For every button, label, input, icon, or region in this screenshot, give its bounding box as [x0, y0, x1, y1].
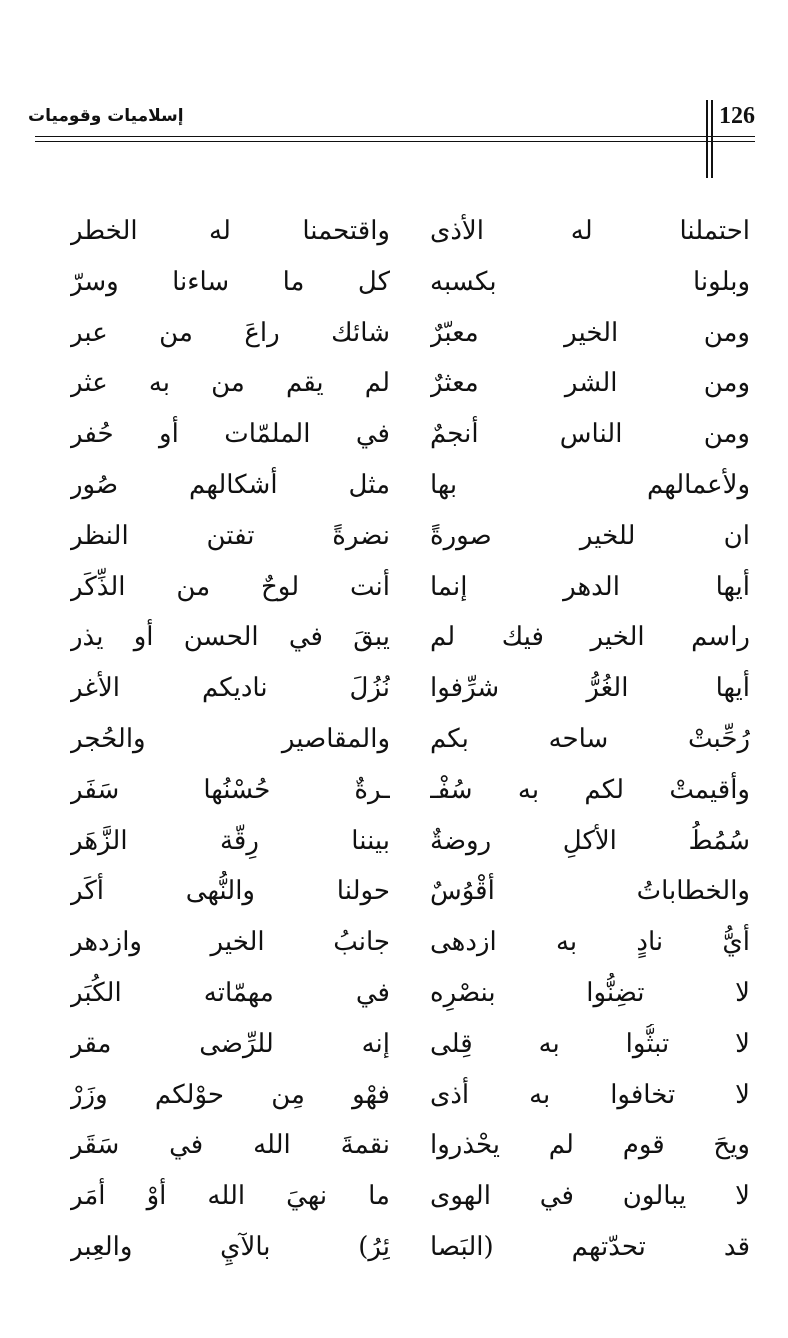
verse-right-hemistich: قد تحدّتهم (البَصا	[430, 1232, 750, 1262]
header-vertical-bar	[711, 100, 713, 178]
verse-left-hemistich: أنت لوحٌ من الذِّكَر	[70, 571, 390, 602]
verse-left-hemistich: حولنا والنُّهى أكَر	[70, 876, 390, 907]
verse-line	[40, 408, 760, 458]
verse-right-hemistich: لا تخافوا به أذى	[430, 1079, 750, 1110]
verse-right-hemistich: سُمُطُ الأكلِ روضةٌ	[430, 825, 750, 856]
verse-left-hemistich: والمقاصير والحُجر	[70, 724, 390, 754]
verse-left-hemistich: في مهمّاته الكُبَر	[70, 978, 390, 1008]
verse-right-hemistich: ومن الناس أنجمٌ	[430, 419, 750, 450]
verse-line	[40, 815, 760, 865]
verse-left-hemistich: إنه للرِّضى مقر	[70, 1028, 390, 1059]
verse-left-hemistich: ما نهيَ الله أوْ أمَر	[70, 1181, 390, 1212]
verse-right-hemistich: لا تبثُّوا به قِلى	[430, 1028, 750, 1059]
verse-line	[40, 967, 760, 1017]
page-header	[0, 0, 788, 180]
verse-left-hemistich: ـرةٌ حُسْنُها سَفَر	[70, 774, 390, 805]
verse-right-hemistich: لا تضِنُّوا بنصْرِه	[430, 978, 750, 1008]
header-vertical-bar	[706, 100, 708, 178]
verse-right-hemistich: والخطاباتُ أقْوُسٌ	[430, 876, 750, 907]
verse-right-hemistich: احتملنا له الأذى	[430, 216, 750, 246]
verse-line	[40, 1170, 760, 1220]
verse-line	[40, 916, 760, 966]
verse-left-hemistich: كل ما ساءنا وسرّ	[70, 266, 390, 297]
verse-line	[40, 662, 760, 712]
verse-line	[40, 1069, 760, 1119]
verse-line	[40, 459, 760, 509]
verse-line	[40, 307, 760, 357]
verse-right-hemistich: وأقيمتْ لكم به سُفْـ	[430, 774, 750, 805]
poem-body	[40, 205, 760, 1262]
header-rule	[35, 136, 755, 137]
verse-line	[40, 713, 760, 763]
verse-right-hemistich: ومن الخير معبّرٌ	[430, 317, 750, 348]
verse-line	[40, 1018, 760, 1068]
verse-right-hemistich: ومن الشر معثرٌ	[430, 368, 750, 399]
verse-line	[40, 510, 760, 560]
verse-line	[40, 561, 760, 611]
verse-right-hemistich: لا يبالون في الهوى	[430, 1181, 750, 1212]
verse-right-hemistich: راسم الخير فيك لم	[430, 622, 750, 653]
verse-right-hemistich: ان للخير صورةً	[430, 520, 750, 551]
verse-left-hemistich: جانبُ الخير وازدهر	[70, 927, 390, 958]
verse-right-hemistich: أيُّ نادٍ به ازدهى	[430, 927, 750, 958]
verse-right-hemistich: أيها الدهر إنما	[430, 571, 750, 602]
verse-right-hemistich: وبلونا بكسبه	[430, 266, 750, 297]
verse-right-hemistich: ولأعمالهم بها	[430, 470, 750, 500]
verse-left-hemistich: واقتحمنا له الخطر	[70, 216, 390, 246]
verse-left-hemistich: فهْو مِن حوْلكم وزَرْ	[70, 1079, 390, 1110]
verse-right-hemistich: ويحَ قوم لم يحْذروا	[430, 1130, 750, 1161]
verse-line	[40, 357, 760, 407]
verse-left-hemistich: بيننا رِقّة الزَّهَر	[70, 825, 390, 856]
verse-left-hemistich: لم يقم من به عثر	[70, 368, 390, 399]
verse-left-hemistich: شائك راعَ من عبر	[70, 317, 390, 348]
verse-left-hemistich: نضرةً تفتن النظر	[70, 520, 390, 551]
verse-left-hemistich: يبقَ في الحسن أو يذر	[70, 622, 390, 653]
verse-right-hemistich: رُحِّبتْ ساحه بكم	[430, 724, 750, 754]
running-title: إسلاميات وقوميات	[28, 106, 184, 126]
verse-left-hemistich: في الملمّات أو حُفر	[70, 419, 390, 450]
verse-line	[40, 256, 760, 306]
verse-line	[40, 205, 760, 255]
page-number: 126	[719, 103, 755, 129]
verse-line	[40, 865, 760, 915]
verse-line	[40, 1221, 760, 1271]
verse-line	[40, 764, 760, 814]
verse-line	[40, 611, 760, 661]
verse-left-hemistich: مثل أشكالهم صُور	[70, 470, 390, 500]
verse-right-hemistich: أيها الغُرُّ شرِّفوا	[430, 673, 750, 704]
verse-left-hemistich: نقمةَ الله في سَقَر	[70, 1130, 390, 1161]
verse-left-hemistich: نُزُلَ ناديكم الأغر	[70, 673, 390, 704]
verse-line	[40, 1119, 760, 1169]
header-rule-secondary	[35, 141, 755, 142]
verse-left-hemistich: ئِرُ) بالآيِ والعِبر	[70, 1232, 390, 1262]
